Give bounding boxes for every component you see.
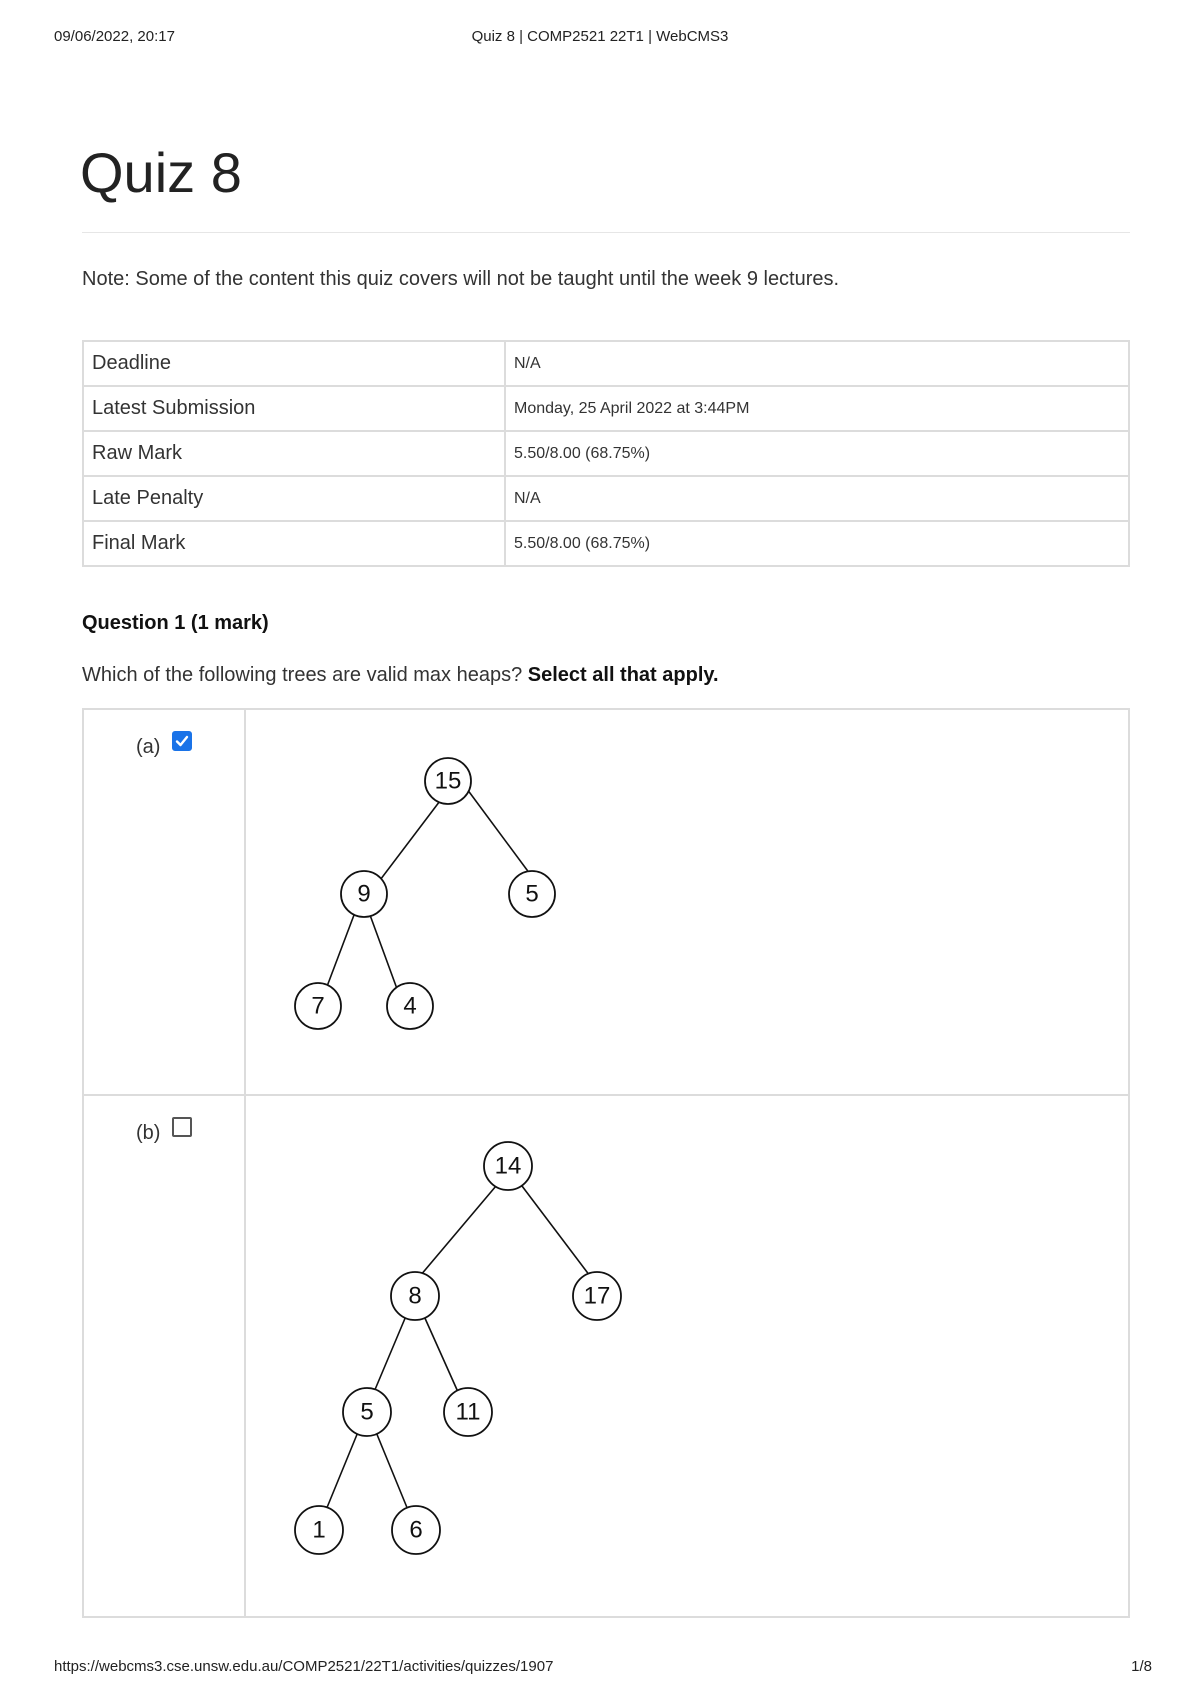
- print-title: Quiz 8 | COMP2521 22T1 | WebCMS3: [471, 28, 729, 45]
- tree-node-label: 17: [583, 1282, 611, 1310]
- tree-edge: [420, 1186, 496, 1276]
- tree-edge: [376, 1432, 408, 1510]
- info-value: 5.50/8.00 (68.75%): [505, 431, 1129, 476]
- tree-node-label: 11: [455, 1398, 481, 1426]
- table-row: [83, 521, 1129, 566]
- tree-node-label: 9: [357, 880, 371, 908]
- table-row: [83, 341, 1129, 386]
- tree-edges: [326, 1186, 590, 1510]
- tree-edge: [326, 1432, 358, 1510]
- tree-diagram-b: [84, 1096, 1128, 1616]
- tree-node-label: 8: [408, 1282, 422, 1310]
- table-row: [83, 476, 1129, 521]
- tree-node-label: 4: [403, 992, 417, 1020]
- info-value: N/A: [505, 476, 1129, 521]
- tree-edge: [370, 915, 400, 997]
- tree-node-label: 6: [409, 1516, 423, 1544]
- page-number: 1/8: [1131, 1658, 1152, 1675]
- print-date: 09/06/2022, 20:17: [54, 28, 175, 45]
- info-label: Latest Submission: [83, 386, 505, 431]
- question-prompt: [82, 664, 719, 687]
- info-label: Final Mark: [83, 521, 505, 566]
- print-url: https://webcms3.cse.unsw.edu.au/COMP2521/22T1/activities/quizzes/1907: [54, 1658, 554, 1675]
- option-label: (b): [136, 1122, 161, 1144]
- info-label: Deadline: [83, 341, 505, 386]
- tree-edge: [522, 1186, 590, 1276]
- table-row: [83, 386, 1129, 431]
- tree-edge: [467, 789, 530, 874]
- tree-edge: [424, 1316, 458, 1392]
- tree-diagram-a: [84, 710, 1128, 1094]
- tree-node-label: 5: [525, 880, 539, 908]
- info-value: 5.50/8.00 (68.75%): [505, 521, 1129, 566]
- option-label: (a): [136, 736, 161, 758]
- quiz-note: Note: Some of the content this quiz covers will not be taught until the week 9 lectures.: [82, 268, 840, 290]
- question-text: Which of the following trees are valid max heaps?: [82, 664, 528, 686]
- tree-node-label: 5: [360, 1398, 374, 1426]
- tree-node-label: 1: [312, 1516, 326, 1544]
- answer-options-table: [82, 708, 1130, 1618]
- tree-nodes: [295, 1142, 621, 1554]
- info-value: Monday, 25 April 2022 at 3:44PM: [505, 386, 1129, 431]
- info-label: Late Penalty: [83, 476, 505, 521]
- tree-node-label: 15: [434, 767, 462, 795]
- page-title: Quiz 8: [80, 141, 242, 204]
- title-divider: [82, 232, 1130, 233]
- answer-option-b: [84, 1096, 1128, 1616]
- submission-info-table: [82, 340, 1130, 567]
- tree-node-label: 7: [311, 992, 325, 1020]
- tree-edge: [374, 1316, 406, 1392]
- question-heading: Question 1 (1 mark): [82, 612, 269, 634]
- question-instruction: Select all that apply.: [527, 664, 719, 686]
- info-value: N/A: [505, 341, 1129, 386]
- answer-option-a: [84, 710, 1128, 1096]
- info-label: Raw Mark: [83, 431, 505, 476]
- tree-node-label: 14: [494, 1152, 522, 1180]
- table-row: [83, 431, 1129, 476]
- tree-nodes: [295, 758, 555, 1029]
